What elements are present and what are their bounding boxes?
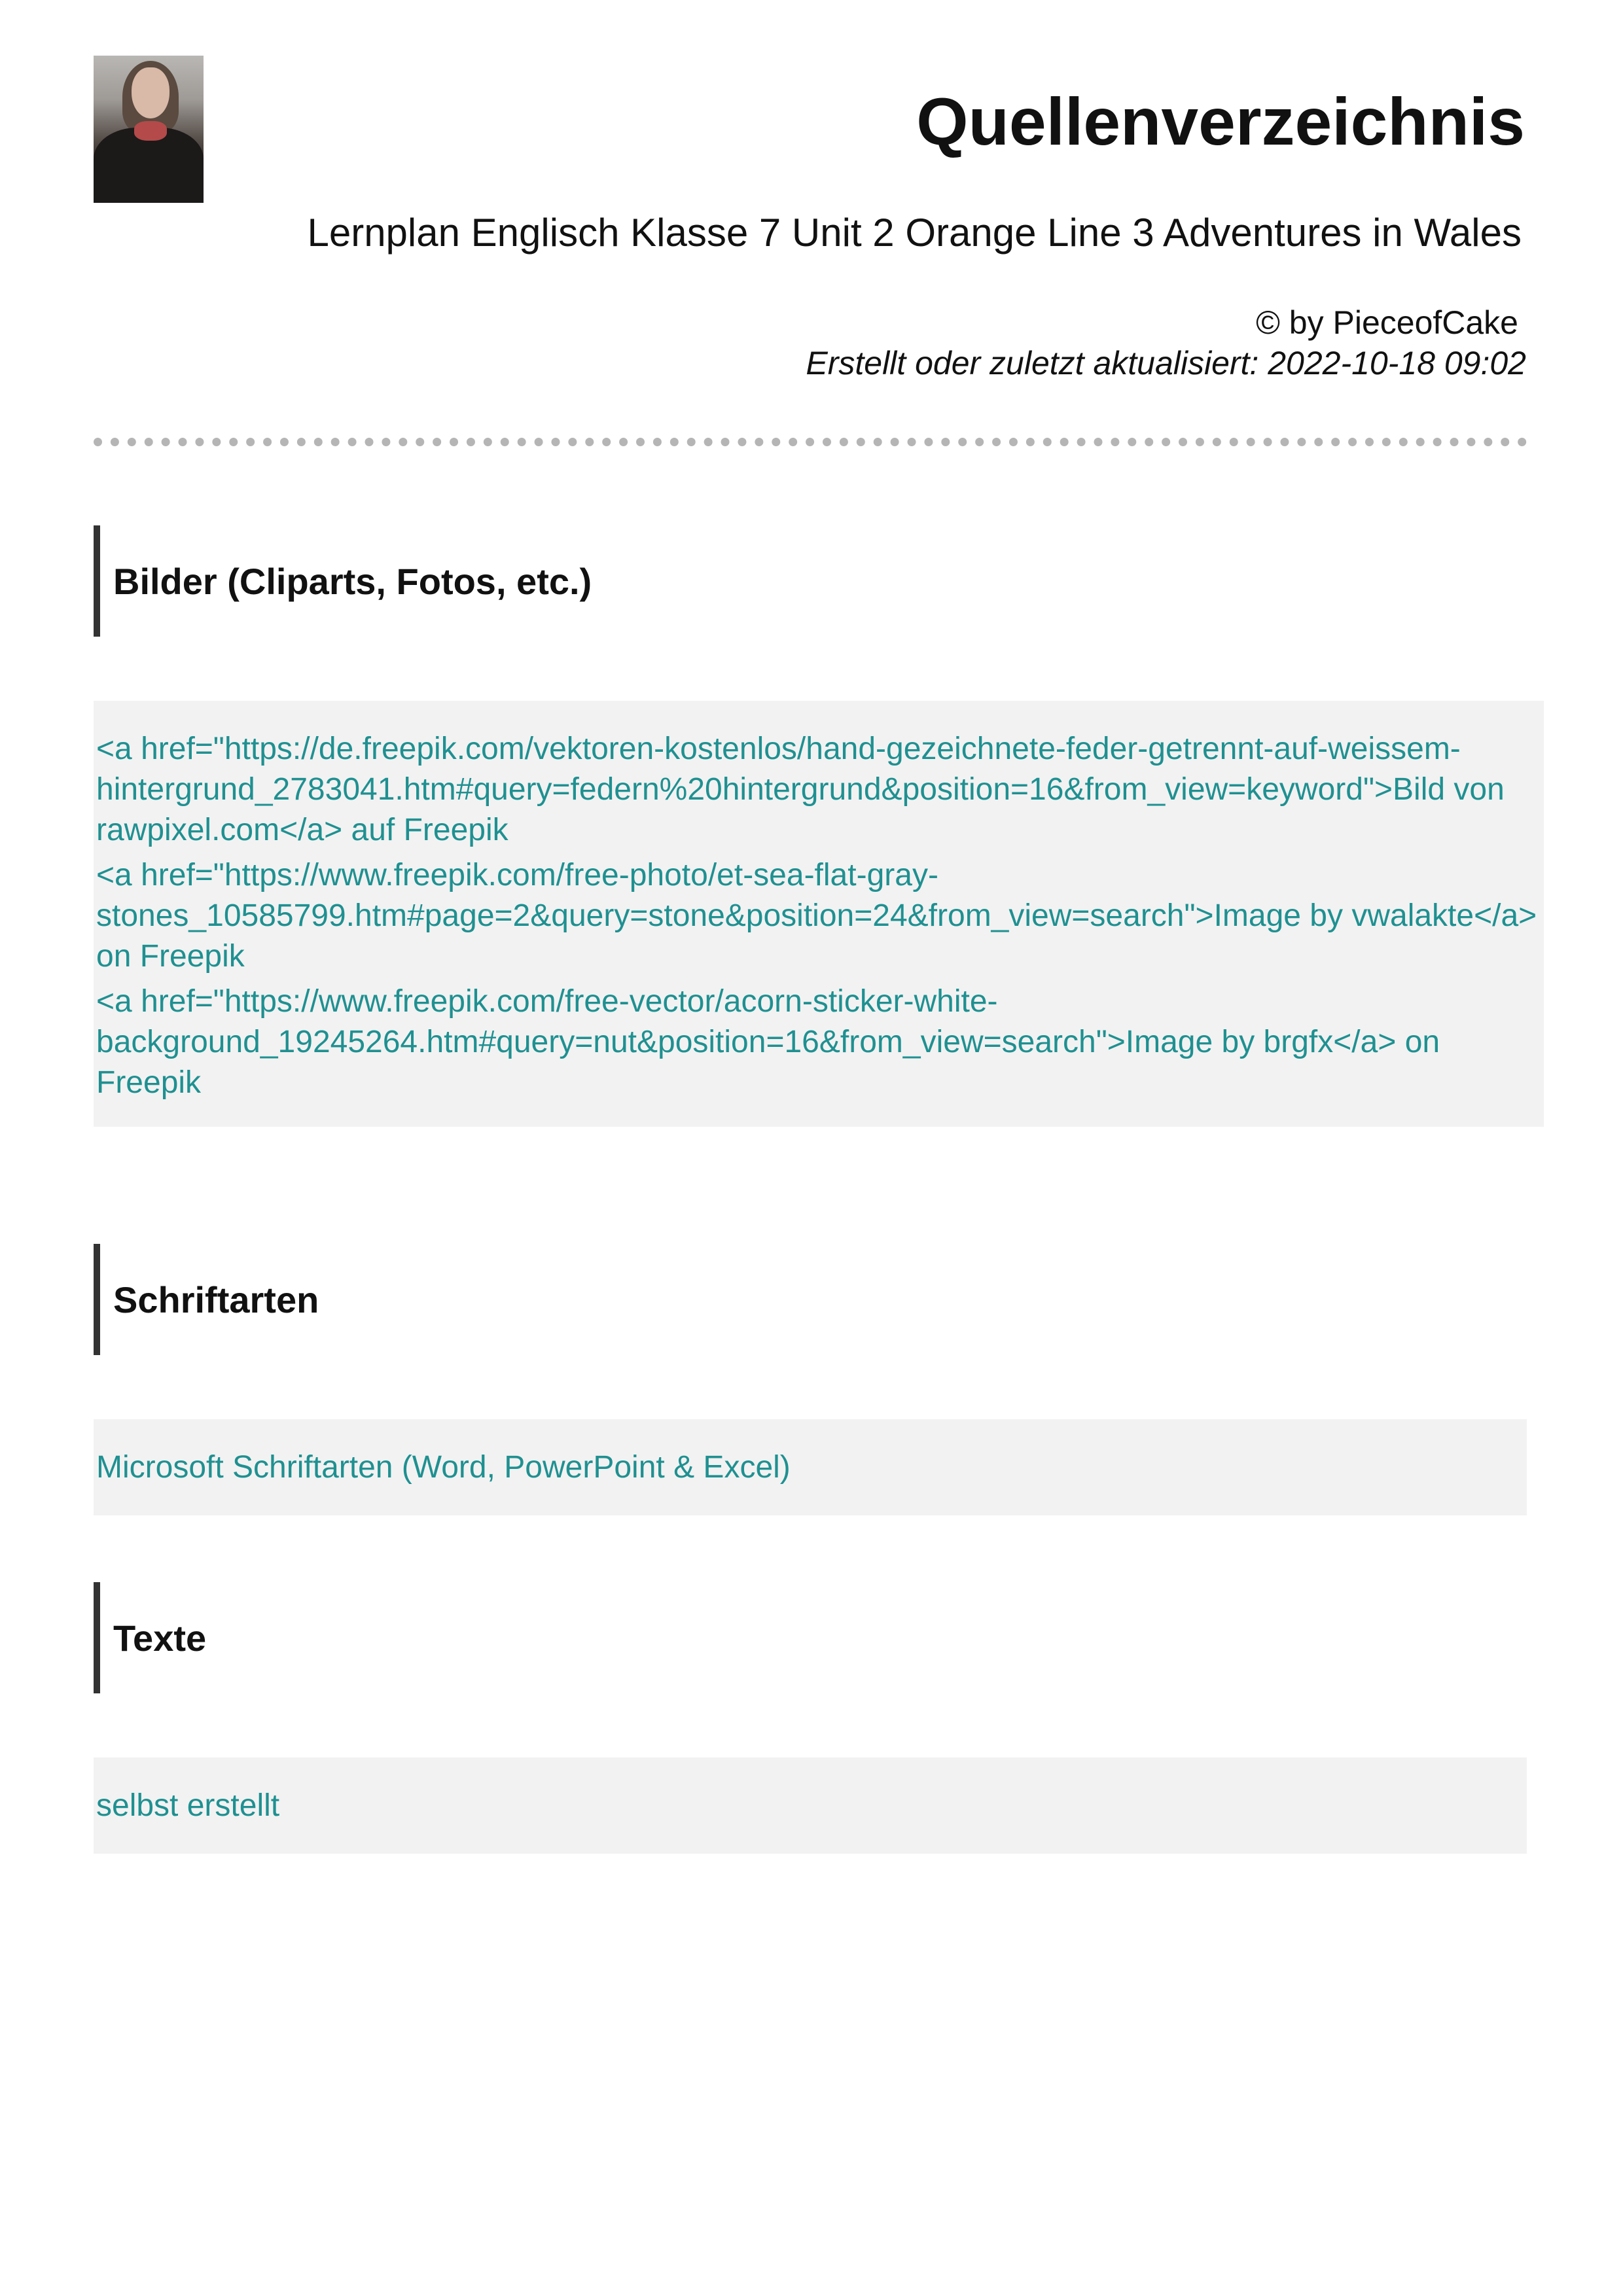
author-avatar (94, 56, 204, 203)
header-divider (94, 438, 1527, 446)
image-reference-item[interactable]: <a href="https://de.freepik.com/vektoren-kostenlos/hand-gezeichnete-feder-getrennt-auf-weissem-hintergrund_2783041.htm#query=federn%20hintergrund&position=16&from_view=keyword">Bild von rawpixel.com</a> auf Freepik (96, 732, 1505, 847)
image-reference-item[interactable]: <a href="https://www.freepik.com/free-vector/acorn-sticker-white-background_19245264.htm#query=nut&position=16&from_view=search">Image by brgfx</a> on Freepik (96, 984, 1440, 1100)
image-reference-item[interactable]: <a href="https://www.freepik.com/free-photo/et-sea-flat-gray-stones_10585799.htm#page=2&query=stone&position=24&from_view=search">Image by vwalakte</a> on Freepik (96, 858, 1537, 974)
avatar-scarf (134, 121, 167, 141)
fonts-source-link[interactable]: Microsoft Schriftarten (Word, PowerPoint & Excel) (96, 1449, 791, 1485)
page-title: Quellenverzeichnis (916, 84, 1525, 159)
section-heading-images: Bilder (Cliparts, Fotos, etc.) (94, 525, 592, 637)
last-updated: Erstellt oder zuletzt aktualisiert: 2022-10-18 09:02 (806, 345, 1526, 381)
copyright-line: © by PieceofCake (1256, 304, 1518, 341)
avatar-face (132, 67, 169, 118)
texts-box (94, 1757, 1527, 1854)
image-references-box (94, 701, 1544, 1127)
texts-source-link[interactable]: selbst erstellt (96, 1788, 280, 1823)
section-heading-fonts: Schriftarten (94, 1244, 319, 1355)
page-subtitle: Lernplan Englisch Klasse 7 Unit 2 Orange Line 3 Adventures in Wales (307, 211, 1522, 255)
fonts-box (94, 1419, 1527, 1515)
section-heading-texts: Texte (94, 1582, 206, 1693)
